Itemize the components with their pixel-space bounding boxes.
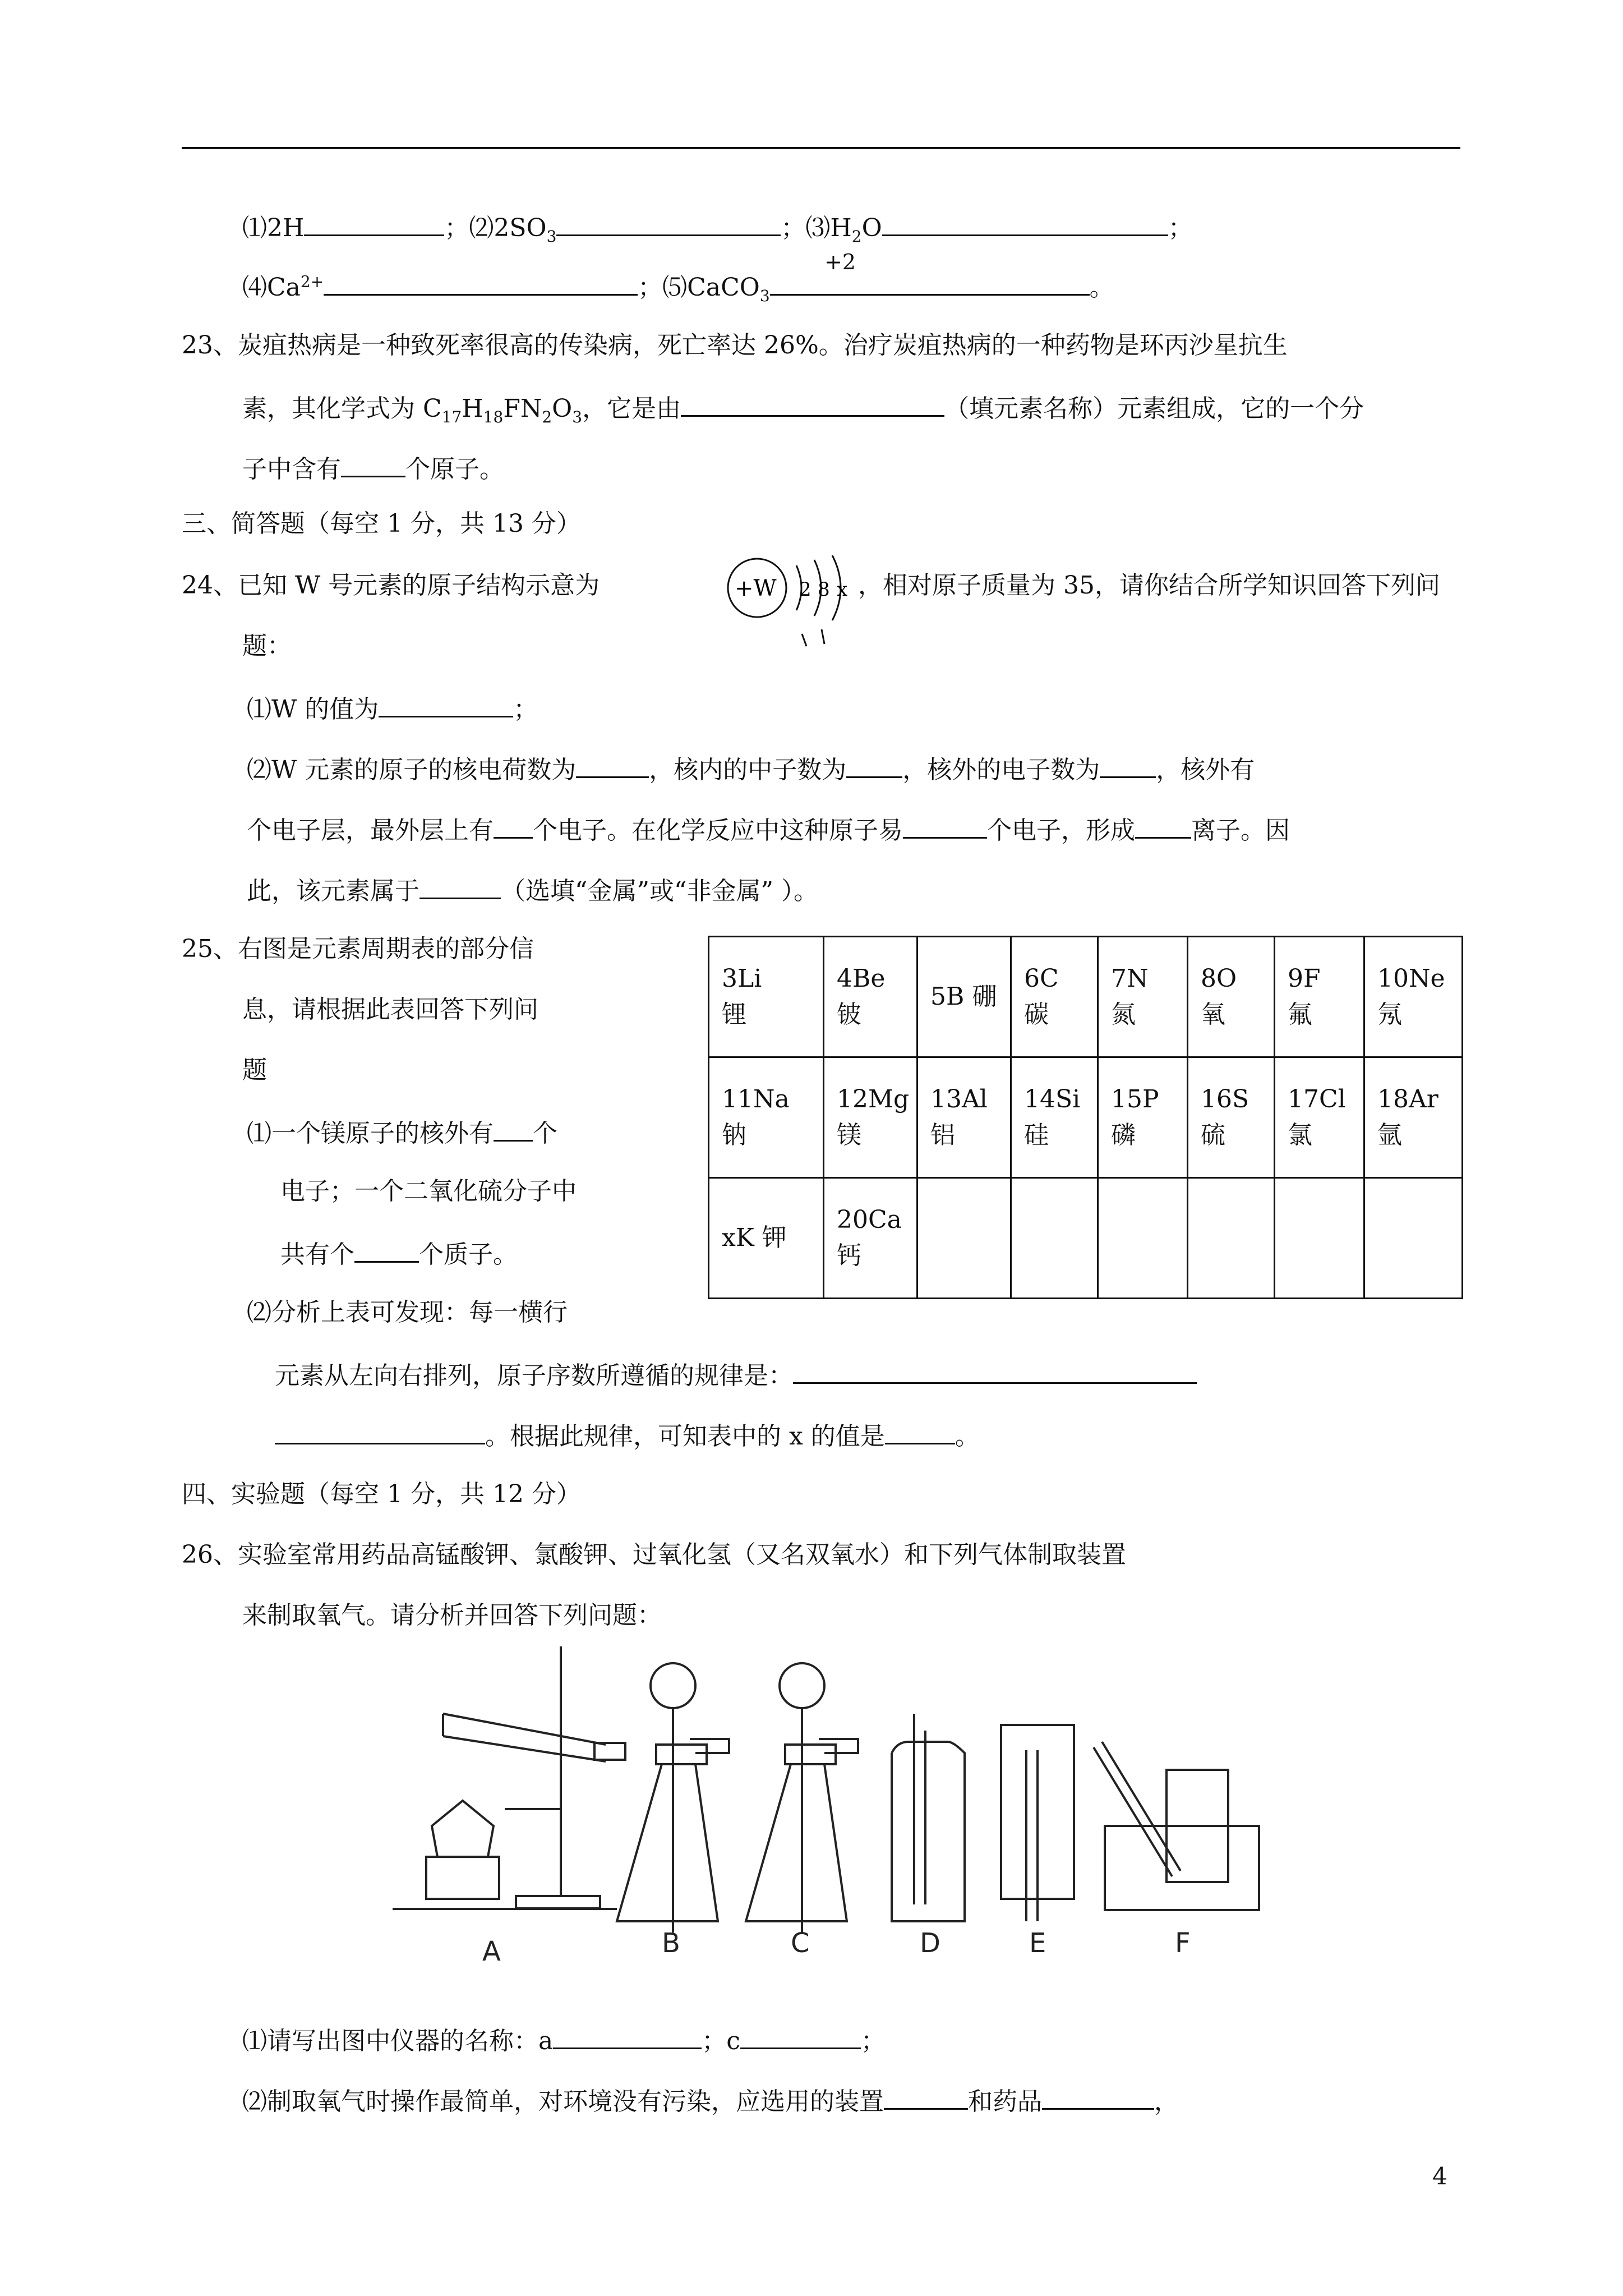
table-cell: 7N 氮 xyxy=(1098,937,1188,1057)
table-row xyxy=(709,1057,1463,1178)
q26-sub2: ⑵制取氧气时操作最简单，对环境没有污染，应选用的装置 和药品 ， xyxy=(242,2086,1179,2115)
label-f: F xyxy=(1175,1927,1191,1959)
periodic-table xyxy=(708,936,1463,1299)
svg-text:2: 2 xyxy=(799,578,811,601)
q23-line2: 素，其化学式为 $C_{17}H_{18}FN_2O_3$，它是由 （填元素名称）元素组成，它的一个分 xyxy=(242,393,1364,426)
svg-text:8: 8 xyxy=(818,578,830,601)
label-a: A xyxy=(482,1936,501,1966)
q24-sub4: 此，该元素属于 （选填“金属”或“非金属” ）。 xyxy=(247,875,818,905)
atom-structure-icon xyxy=(718,555,875,651)
table-cell xyxy=(1275,1178,1364,1299)
table-row xyxy=(709,937,1463,1057)
q25-line3: 题 xyxy=(242,1056,267,1084)
q26-line1: 26、实验室常用药品高锰酸钾、氯酸钾、过氧化氢（又名双氧水）和下列气体制取装置 xyxy=(182,1540,1126,1569)
q24-line1b: ，相对原子质量为 35，请你结合所学知识回答下列问 xyxy=(858,571,1440,600)
table-cell: 10Ne 氖 xyxy=(1364,937,1463,1057)
table-cell: xK 钾 xyxy=(709,1178,824,1299)
table-cell: 14Si 硅 xyxy=(1011,1057,1098,1178)
table-cell: 11Na 钠 xyxy=(709,1057,824,1178)
label-d: D xyxy=(920,1927,940,1959)
section4-heading: 四、实验题（每空 1 分，共 12 分） xyxy=(182,1480,581,1508)
table-cell: 9F 氟 xyxy=(1275,937,1364,1057)
q25-line2: 息，请根据此表回答下列问 xyxy=(242,995,538,1024)
apparatus-diagram xyxy=(393,1641,1279,1966)
q24-line2: 题： xyxy=(242,632,292,660)
svg-text:+W: +W xyxy=(735,576,777,601)
table-cell xyxy=(1011,1178,1098,1299)
table-cell: 17Cl 氯 xyxy=(1275,1057,1364,1178)
q25-line1: 25、右图是元素周期表的部分信 xyxy=(182,935,534,963)
table-cell: 13Al 铝 xyxy=(917,1057,1011,1178)
q24-line1a: 24、已知 W 号元素的原子结构示意为 xyxy=(182,571,600,600)
q23-line1: 23、炭疽热病是一种致死率很高的传染病，死亡率达 26%。治疗炭疽热病的一种药物是环丙沙星抗生 xyxy=(182,331,1288,360)
table-cell: 12Mg 镁 xyxy=(824,1057,917,1178)
table-cell: 18Ar 氩 xyxy=(1364,1057,1463,1178)
table-cell: 6C 碳 xyxy=(1011,937,1098,1057)
table-cell: 4Be 铍 xyxy=(824,937,917,1057)
q24-sub2: ⑵W 元素的原子的核电荷数为 ，核内的中子数为 ，核外的电子数为 ，核外有 xyxy=(247,754,1255,784)
table-cell: 16S 硫 xyxy=(1188,1057,1275,1178)
table-cell xyxy=(917,1178,1011,1299)
table-cell: 5B 硼 xyxy=(917,937,1011,1057)
table-cell xyxy=(1098,1178,1188,1299)
q25-sub1-cont2: 共有个 个质子。 xyxy=(280,1239,518,1268)
table-cell: 20Ca 钙 xyxy=(824,1178,917,1299)
q24-sub3: 个电子层，最外层上有 个电子。在化学反应中这种原子易 个电子，形成 离子。因 xyxy=(247,815,1290,844)
q25-sub2-cont: 元素从左向右排列，原子序数所遵循的规律是： xyxy=(275,1360,1197,1389)
section3-heading: 三、简答题（每空 1 分，共 13 分） xyxy=(182,509,581,538)
table-cell: 3Li 锂 xyxy=(709,937,824,1057)
table-row xyxy=(709,1178,1463,1299)
q25-sub2: ⑵分析上表可发现：每一横行 xyxy=(247,1298,568,1327)
header-rule xyxy=(182,147,1460,149)
q24-sub1: ⑴W 的值为 ； xyxy=(247,693,538,723)
label-e: E xyxy=(1029,1927,1046,1959)
table-cell xyxy=(1188,1178,1275,1299)
label-c: C xyxy=(791,1927,810,1959)
label-b: B xyxy=(662,1927,680,1959)
q25-sub1-cont: 电子；一个二氧化硫分子中 xyxy=(280,1177,577,1205)
q25-sub1: ⑴一个镁原子的核外有 个 xyxy=(247,1117,557,1147)
table-cell: 8O 氧 xyxy=(1188,937,1275,1057)
q26-line2: 来制取氧气。请分析并回答下列问题： xyxy=(242,1601,662,1630)
q22-line1: ⑴2H ；$⑵2SO_3$ ；$⑶H_2O$ ； xyxy=(242,212,1193,246)
table-cell: 15P 磷 xyxy=(1098,1057,1188,1178)
valence-mark: +2 xyxy=(824,250,856,274)
q22-line2: $⑷Ca^{2+}$ ；⑸CaCO$_3$ 。 xyxy=(242,272,1114,305)
table-cell xyxy=(1364,1178,1463,1299)
q23-line3: 子中含有 个原子。 xyxy=(242,453,504,483)
svg-text:x: x xyxy=(837,578,848,601)
q26-sub1: ⑴请写出图中仪器的名称：a ；c ； xyxy=(242,2025,886,2055)
page-number: 4 xyxy=(1432,2162,1447,2190)
q25-sub2-cont2: 。根据此规律，可知表中的 x 的值是 。 xyxy=(275,1420,980,1450)
